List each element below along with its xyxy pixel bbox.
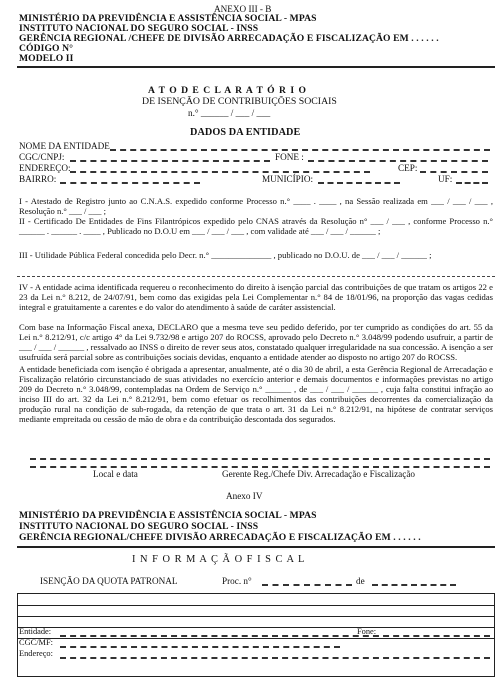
nome-entidade-label: NOME DA ENTIDADE <box>19 141 110 151</box>
endereco-field[interactable] <box>70 171 370 173</box>
gerente-label: Gerente Reg./Chefe Div. Arrecadação e Fiscalização <box>222 469 416 479</box>
info-title: I N F O R M A Ç Ã O F I S C A L <box>132 554 306 565</box>
ato-subtitle: DE ISENÇÃO DE CONTRIBUIÇÕES SOCIAIS <box>142 96 337 107</box>
annex-label: ANEXO III - B <box>214 4 272 14</box>
row-divider <box>18 627 494 628</box>
cep-field[interactable] <box>420 171 488 173</box>
institute-header: INSTITUTO NACIONAL DO SEGURO SOCIAL - INSS <box>19 23 259 34</box>
item-i: I - Atestado de Registro junto ao C.N.A.S. expedido conforme Processo n.° ____ . ____ , na Sessão realizada em ___ / ___ / ___ , Resolução n.° ___ / ___ ; <box>19 196 493 217</box>
proc-label: Proc. n° <box>222 576 252 586</box>
isencao-label: ISENÇÃO DA QUOTA PATRONAL <box>40 576 178 586</box>
bairro-field[interactable] <box>60 182 200 184</box>
signature-lines <box>30 458 490 460</box>
bairro-label: BAIRRO: <box>19 174 57 184</box>
cep-label: CEP: <box>398 163 418 173</box>
endereco-label: ENDEREÇO: <box>19 163 71 173</box>
item-iv: IV - A entidade acima identificada requereu o reconhecimento do direito à isenção parcial das contribuições de que tratam os artigos 22 e 23 da Lei n.° 8.212, de 24/07/91, bem como das exigidas pela Lei Complementar n.° 84 de 18/01/96, na proporção das vagas cedidas integral e gratuitamente a carentes e do valor do atendimento à saúde de caráter assistencial. <box>19 282 493 313</box>
nome-entidade-field[interactable] <box>110 149 490 151</box>
institute-header-2: INSTITUTO NACIONAL DO SEGURO SOCIAL - INSS <box>19 521 259 532</box>
entidade-label: Entidade: <box>19 627 52 636</box>
signature-lines-2 <box>30 466 490 468</box>
fone-label-2: Fone: <box>357 627 377 636</box>
row-divider <box>18 605 494 606</box>
cgcmf-label: CGC/MF: <box>19 638 53 647</box>
de-label: de <box>356 576 365 586</box>
item-iii: III - Utilidade Pública Federal concedida pelo Decr. n.° ______________ , publicado no D.O.U. de ___ / ___ / ______ ; <box>19 250 432 260</box>
date-field[interactable] <box>372 584 456 586</box>
ministry-header-2: MINISTÉRIO DA PREVIDÊNCIA E ASSISTÊNCIA SOCIAL - MPAS <box>19 510 317 521</box>
uf-label: UF: <box>438 174 453 184</box>
fone-label: FONE : <box>275 152 304 162</box>
model-label: MODELO II <box>19 53 74 64</box>
regional-header: GERÊNCIA REGIONAL /CHEFE DE DIVISÃO ARRECADAÇÃO E FISCALIZAÇÃO EM . . . . . . <box>19 33 439 44</box>
ato-title: A T O D E C L A R A T Ó R I O <box>148 85 307 96</box>
entidade-field[interactable] <box>60 635 490 637</box>
item-ii: II - Certificado De Entidades de Fins Filantrópicos expedido pelo CNAS através da Resolução n° ___ / ___ , conforme Processo n.° ______ . ______ . ____ , Publicado no D.O.U em ___ / ___ / ___ , com validade até ___ / ___ / ______ ; <box>19 216 493 237</box>
local-data-label: Local e data <box>93 469 138 479</box>
ato-number: n.° ______ / ___ / ___ <box>188 108 271 118</box>
annex-iv-label: Anexo IV <box>226 491 263 501</box>
divider <box>17 276 495 277</box>
dados-title: DADOS DA ENTIDADE <box>190 127 301 138</box>
endereco-label-2: Endereço: <box>19 649 53 658</box>
divider <box>17 66 495 68</box>
proc-field[interactable] <box>262 584 352 586</box>
divider <box>17 546 495 548</box>
deferral-paragraph: Com base na Informação Fiscal anexa, DECLARO que a mesma teve seu pedido deferido, por ter cumprido as condições do art. 55 da Lei n.° 8.212/91, c/c artigo 4° da Lei 9.732/98 e artigo 207 do ROCSS, aprovado pelo Decreto n.° 3.048/99 podendo usufruir, a partir de ___ / ___ / ______ , ressalvado ao INSS o direito de rever seus atos, constatado qualquer irregularidade na sua concessão. A isenção a ser usufruída será parcial sobre as contribuições sociais devidas, enquanto a entidade atender ao disposto no artigo 207 do ROCSS. <box>19 322 493 363</box>
row-divider <box>18 638 494 639</box>
endereco-field-2[interactable] <box>60 657 490 659</box>
code-label: CÓDIGO N° <box>19 43 74 54</box>
uf-field[interactable] <box>456 182 488 184</box>
cgc-field[interactable] <box>70 160 270 162</box>
fone-field[interactable] <box>308 160 488 162</box>
municipio-field[interactable] <box>318 182 400 184</box>
regional-header-2: GERÊNCIA REGIONAL/CHEFE DIVISÃO ARRECADAÇÃO E FISCALIZAÇÃO EM . . . . . . <box>19 532 421 543</box>
cgcmf-field[interactable] <box>60 646 340 648</box>
obligation-paragraph: A entidade beneficiada com isenção é obrigada a apresentar, anualmente, até o dia 30 de abril, a esta Gerência Regional de Arrecadação e Fiscalização relatório circunstanciado de suas atividades no exercício anterior e demais documentos e informações previstas no artigo 209 do Decreto n.° 3.048/99, contempladas na Ordem de Serviço n.° ______ , de ___ / ___ / ______ , cuja falta constitui infração ao inciso III do art. 32 da Lei n.° 8.212/91, bem como efetuar os recolhimentos das contribuições decorrentes da comercialização da produção rural na condição de sub-rogada, da retenção de que trata o art. 31 da Lei n.° 8.212/91, na hipótese de contratar serviços mediante empreitada ou cessão de mão de obra e da contribuição descontada dos segurados. <box>19 364 493 425</box>
municipio-label: MUNICÍPIO: <box>262 174 314 184</box>
ministry-header: MINISTÉRIO DA PREVIDÊNCIA E ASSISTÊNCIA SOCIAL - MPAS <box>19 13 317 24</box>
cgc-label: CGC/CNPJ: <box>19 152 65 162</box>
row-divider <box>18 616 494 617</box>
